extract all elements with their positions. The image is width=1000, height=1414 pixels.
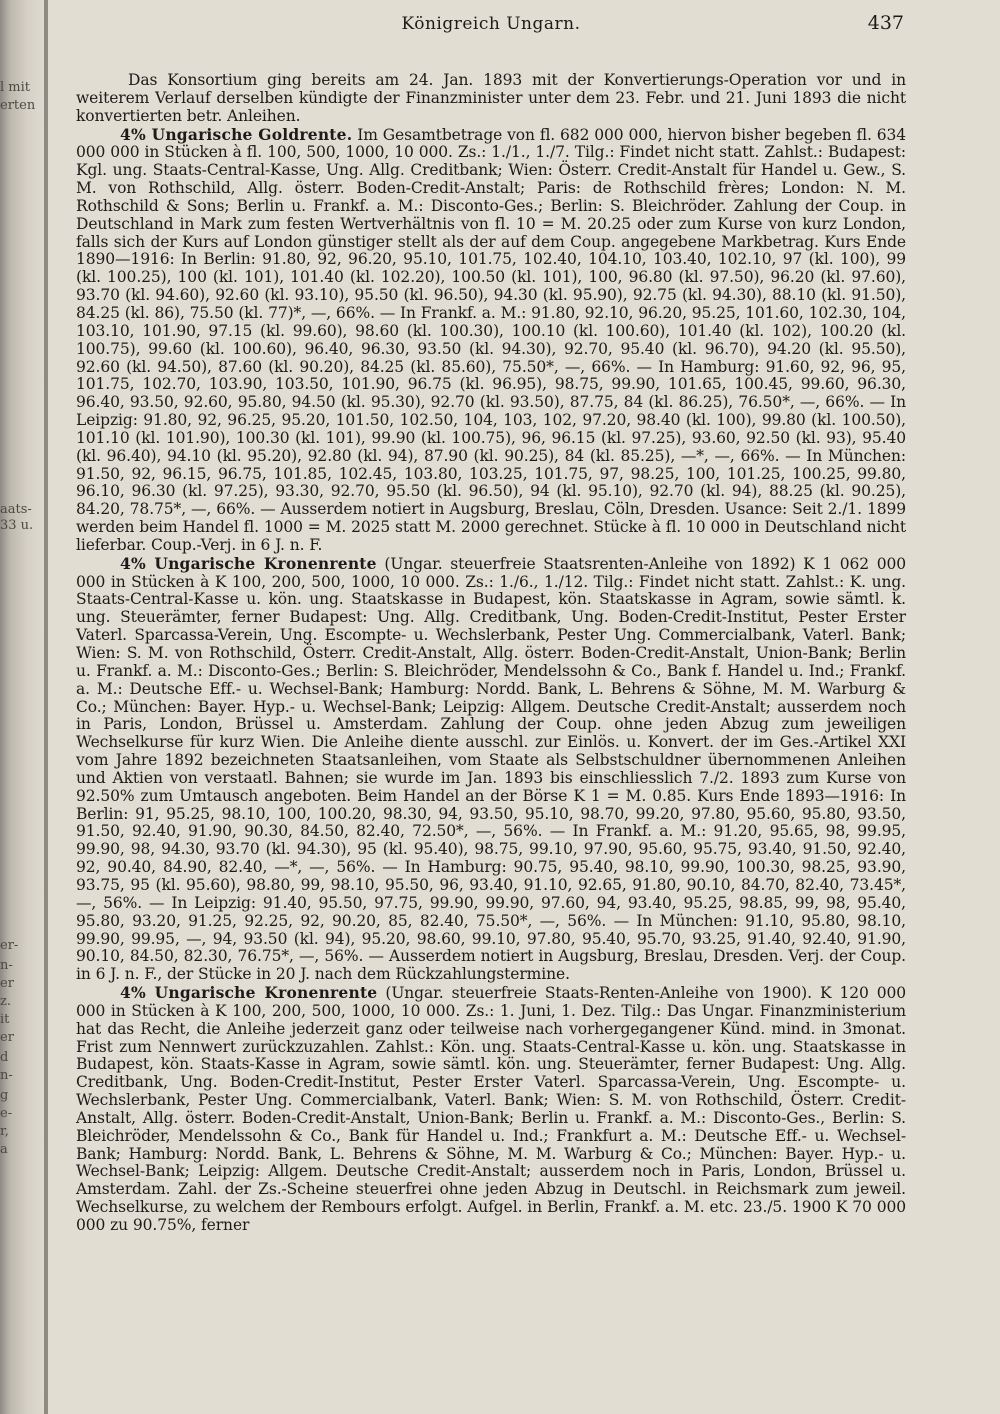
scan-page-edge [0,0,48,1414]
facing-page-fragment: erten [0,98,36,113]
facing-page-fragment: g [0,1088,9,1103]
bond-description: (Ungar. steuerfreie Staats-Renten-Anleihe von 1900). K 120 000 000 in Stücken à K 100, 200, 500, 1000, 10 000. Zs.: 1. Juni, 1. Dez. Tilg.: Das Ungar. Finanzministerium hat das Recht, die Anleihe jederzeit ganz oder teilweise nach vorhergegangener Künd. mind. in 3monat. Frist zum Nennwert zurückzuzahlen. Zahlst.: Kön. ung. Staats-Central-Kasse u. kön. ung. Staatskasse in Budapest, kön. Staats-Kasse in Agram, sowie sämtl. kön. ung. Steuerämter, ferner Budapest: Ung. Allg. Creditbank, Ung. Boden-Credit-Institut, Pester Erster Vaterl. Sparcassa-Verein, Ung. Escompte- u. Wechslerbank, Pester Ung. Commercialbank, Vaterl. Bank; Wien: S. M. von Rothschild, Österr. Credit-Anstalt, Allg. österr. Boden-Credit-Anstalt, Union-Bank; Berlin u. Frankf. a. M.: Disconto-Ges., Berlin: S. Bleichröder, Mendelssohn & Co., Bank für Handel u. Ind.; Frankfurt a. M.: Deutsche Eff.- u. Wechsel-Bank; Hamburg: Nordd. Bank, L. Behrens & Söhne, M. M. Warburg & Co.; München: Bayer. Hyp.- u. Wechsel-Bank; Leipzig: Allgem. Deutsche Credit-Anstalt; ausserdem noch in Paris, London, Brüssel u. Amsterdam. Zahl. der Zs.-Scheine steuerfrei ohne jeden Abzug in Deutschl. in Reichsmark zum jeweil. Wechselkurse, zu welchem der Rembours erfolgt. Aufgel. in Berlin, Frankf. a. M. etc. 23./5. 1900 K 70 000 000 zu 90.75%, ferner [76,984,907,1234]
facing-page-fragment: a [0,1142,8,1157]
facing-page-fragment: er [0,1030,14,1045]
binding-fold-line [44,0,48,1414]
bond-description: Im Gesamtbetrage von fl. 682 000 000, hiervon bisher begeben fl. 634 000 000 in Stücken à fl. 100, 500, 1000, 10 000. Zs.: 1./1., 1./7. Tilg.: Findet nicht statt. Zahlst.: Budapest: Kgl. ung. Staats-Central-Kasse, Ung. Allg. Creditbank; Wien: Österr. Credit-Anstalt für Handel u. Gew., S. M. von Rothschild, Allg. österr. Boden-Credit-Anstalt; Paris: de Rothschild frères; London: N. M. Rothschild & Sons; Berlin u. Frankf. a. M.: Disconto-Ges.; Berlin: S. Bleichröder. Zahlung der Coup. in Deutschland in Mark zum festen Wertverhältnis von fl. 10 = M. 20.25 oder zum Kurse von kurz London, falls sich der Kurs auf London günstiger stellt als der auf dem Coup. angegebene Markbetrag. Kurs Ende 1890—1916: In Berlin: 91.80, 92, 96.20, 95.10, 101.75, 102.40, 104.10, 103.40, 102.10, 97 (kl. 100), 99 (kl. 100.25), 100 (kl. 101), 101.40 (kl. 102.20), 100.50 (kl. 101), 100, 96.80 (kl. 97.50), 96.20 (kl. 97.60), 93.70 (kl. 94.60), 92.60 (kl. 93.10), 95.50 (kl. 96.50), 94.30 (kl. 95.90), 92.75 (kl. 94.30), 88.10 (kl. 91.50), 84.25 (kl. 86), 75.50 (kl. 77)*, —, 66%. — In Frankf. a. M.: 91.80, 92.10, 96.20, 95.25, 101.60, 102.30, 104, 103.10, 101.90, 97.15 (kl. 99.60), 98.60 (kl. 100.30), 100.10 (kl. 100.60), 101.40 (kl. 102), 100.20 (kl. 100.75), 99.60 (kl. 100.60), 96.40, 96.30, 93.50 (kl. 94.30), 92.70, 95.40 (kl. 96.70), 94.20 (kl. 95.50), 92.60 (kl. 94.50), 87.60 (kl. 90.20), 84.25 (kl. 85.60), 75.50*, —, 66%. — In Hamburg: 91.60, 92, 96, 95, 101.75, 102.70, 103.90, 103.50, 101.90, 96.75 (kl. 96.95), 98.75, 99.90, 101.65, 100.45, 99.60, 96.30, 96.40, 93.50, 92.60, 95.80, 94.50 (kl. 95.30), 92.70 (kl. 93.50), 87.75, 84 (kl. 86.25), 76.50*, —, 66%. — In Leipzig: 91.80, 92, 96.25, 95.20, 101.50, 102.50, 104, 103, 102, 97.20, 98.40 (kl. 100), 99.80 (kl. 100.50), 101.10 (kl. 101.90), 100.30 (kl. 101), 99.90 (kl. 100.75), 96, 96.15 (kl. 97.25), 93.60, 92.50 (kl. 93), 95.40 (kl. 96.40), 94.10 (kl. 95.20), 92.80 (kl. 94), 87.90 (kl. 90.25), 84 (kl. 85.25), —*, —, 66%. — In München: 91.50, 92, 96.15, 96.75, 101.85, 102.45, 103.80, 103.25, 101.75, 97, 98.25, 100, 101.25, 100.25, 99.80, 96.10, 96.30 (kl. 97.25), 93.30, 92.70, 95.50 (kl. 96.50), 94 (kl. 95.10), 92.70 (kl. 94), 88.25 (kl. 90.25), 84.20, 78.75*, —, 66%. — Ausserdem notiert in Augsburg, Breslau, Cöln, Dresden. Usance: Seit 2./1. 1899 werden beim Handel fl. 1000 = M. 2025 statt M. 2000 gerechnet. Stücke à fl. 10 000 in Deutschland nicht lieferbar. Coup.-Verj. in 6 J. n. F. [76,125,906,554]
facing-page-fragment: n- [0,1068,13,1083]
bond-entry-kronenrente-1892 [76,555,906,984]
document-page [76,10,906,1235]
bond-title: 4% Ungarische Goldrente. [120,124,353,144]
facing-page-fragment: it [0,1012,10,1027]
intro-paragraph: Das Konsortium ging bereits am 24. Jan. 1893 mit der Konvertierungs-Operation vor und in weiterem Verlauf derselben kündigte der Finanzminister unter dem 23. Febr. und 21. Juni 1893 die nicht konvertierten betr. Anleihen. [76,71,906,125]
running-head: Königreich Ungarn. [401,14,581,34]
facing-page-fragment: d [0,1050,9,1065]
facing-page-fragment: l mit [0,80,30,95]
facing-page-fragment: n- [0,958,13,973]
page-number: 437 [867,12,904,34]
facing-page-fragment: z. [0,994,11,1009]
bond-entry-goldrente [76,126,906,555]
bond-title: 4% Ungarische Kronenrente [120,553,377,573]
facing-page-fragment: r, [0,1124,9,1139]
facing-page-fragment: e- [0,1106,13,1121]
facing-page-fragment: er [0,976,14,991]
facing-page-fragment: aats- [0,502,32,517]
bond-title: 4% Ungarische Kronenrente [120,983,378,1003]
page-header [76,10,906,40]
facing-page-fragment: er- [0,938,19,953]
bond-description: (Ungar. steuerfreie Staatsrenten-Anleihe von 1892) K 1 062 000 000 in Stücken à K 100, 200, 500, 1000, 10 000. Zs.: 1./6., 1./12. Tilg.: Findet nicht statt. Zahlst.: K. ung. Staats-Central-Kasse u. kön. ung. Staatskasse in Budapest, kön. Staatskasse in Agram, sowie sämtl. k. ung. Steuerämter, ferner Budapest: Ung. Allg. Creditbank, Ung. Boden-Credit-Institut, Pester Erster Vaterl. Sparcassa-Verein, Ung. Escompte- u. Wechslerbank, Pester Ung. Commercialbank, Vaterl. Bank; Wien: S. M. von Rothschild, Österr. Credit-Anstalt, Allg. österr. Boden-Credit-Anstalt, Union-Bank; Berlin u. Frankf. a. M.: Disconto-Ges.; Berlin: S. Bleichröder, Mendelssohn & Co., Bank f. Handel u. Ind.; Frankf. a. M.: Deutsche Eff.- u. Wechsel-Bank; Hamburg: Nordd. Bank, L. Behrens & Söhne, M. M. Warburg & Co.; München: Bayer. Hyp.- u. Wechsel-Bank; Leipzig: Allgem. Deutsche Credit-Anstalt; ausserdem noch in Paris, London, Brüssel u. Amsterdam. Zahlung der Coup. ohne jeden Abzug zum jeweiligen Wechselkurse für kurz Wien. Die Anleihe diente ausschl. zur Einlös. u. Konvert. der im Ges.-Artikel XXI vom Jahre 1892 bezeichneten Staatsanleihen, vom Staate als Selbstschuldner übernommenen Anleihen und Aktien von verstaatl. Bahnen; sie wurde im Jan. 1893 bis einschliesslich 7./2. 1893 zum Kurse von 92.50% zum Umtausch angeboten. Beim Handel an der Börse K 1 = M. 0.85. Kurs Ende 1893—1916: In Berlin: 91, 95.25, 98.10, 100, 100.20, 98.30, 94, 93.50, 95.10, 98.70, 99.20, 97.80, 95.60, 95.80, 93.50, 91.50, 92.40, 91.90, 90.30, 84.50, 82.40, 72.50*, —, 56%. — In Frankf. a. M.: 91.20, 95.65, 98, 99.95, 99.90, 98, 94.30, 93.70 (kl. 94.30), 95 (kl. 95.40), 98.75, 99.10, 97.90, 95.60, 95.75, 93.40, 91.50, 92.40, 92, 90.40, 84.90, 82.40, —*, —, 56%. — In Hamburg: 90.75, 95.40, 98.10, 99.90, 100.30, 98.25, 93.90, 93.75, 95 (kl. 95.60), 98.80, 99, 98.10, 95.50, 96, 93.40, 91.10, 92.65, 91.80, 90.10, 84.70, 82.40, 73.45*, —, 56%. — In Leipzig: 91.40, 95.50, 97.75, 99.90, 99.90, 97.60, 94, 93.40, 95.25, 98.85, 99, 98, 95.40, 95.80, 93.20, 91.25, 92.25, 92, 90.20, 85, 82.40, 75.50*, —, 56%. — In München: 91.10, 95.80, 98.10, 99.90, 99.95, —, 94, 93.50 (kl. 94), 95.20, 98.60, 99.10, 97.80, 95.40, 95.70, 93.25, 91.40, 92.40, 91.90, 90.10, 84.50, 82.30, 76.75*, —, 56%. — Ausserdem notiert in Augsburg, Breslau, Dresden. Verj. der Coup. in 6 J. n. F., der Stücke in 20 J. nach dem Rückzahlungstermine. [76,554,906,984]
facing-page-fragment: 33 u. [0,518,34,533]
bond-entry-kronenrente-1900 [76,984,906,1235]
body-text [76,72,906,1235]
